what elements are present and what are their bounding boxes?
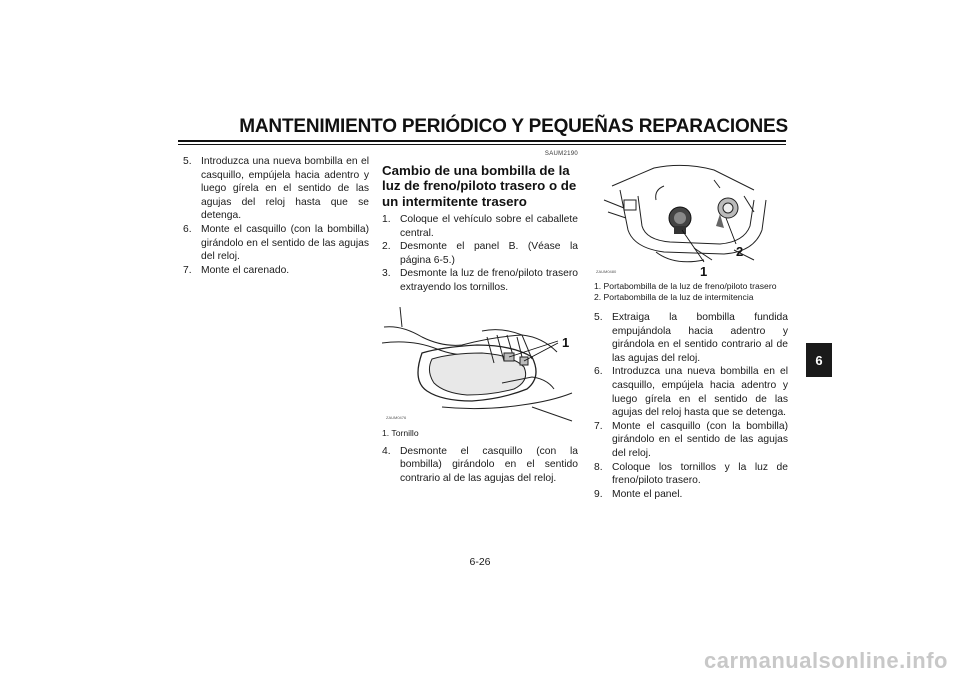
figure-code: ZAUM0476 <box>386 414 407 420</box>
step-number: 5. <box>594 312 603 323</box>
step-number: 7. <box>183 264 192 276</box>
list-item <box>183 155 369 223</box>
header-rule <box>178 140 786 142</box>
step-text: Introduzca una nueva bombilla en el casquillo, empújela hacia adentro y luego gírela en el sentido de las agujas del reloj hasta que se detenga. <box>612 366 788 419</box>
list-item <box>382 267 578 294</box>
chapter-tab: 6 <box>806 343 832 377</box>
list-item <box>382 445 578 486</box>
step-number: 1. <box>382 214 391 226</box>
tail-light-illustration <box>382 297 578 425</box>
section-heading: Cambio de una bombilla de la luz de freno/piloto trasero o de un intermitente trasero <box>382 162 577 209</box>
list-item <box>594 488 788 502</box>
step-text: Extraiga la bombilla fundida empujándola hacia adentro y girándola en el sentido contrario al de las agujas del reloj. <box>612 312 788 364</box>
page-number: 6-26 <box>469 556 491 568</box>
figure-callout-1: 1 <box>700 264 708 278</box>
figure-callout-1: 1 <box>562 334 570 350</box>
bulb-holders-illustration <box>594 160 788 278</box>
caption-item: 1. Portabombilla de la luz de freno/piloto trasero <box>594 281 777 291</box>
step-text: Monte el panel. <box>612 488 683 500</box>
right-steps-list <box>594 311 788 501</box>
caption-item: 2. Portabombilla de la luz de intermitencia <box>594 292 754 302</box>
step-number: 9. <box>594 488 603 500</box>
step-text: Monte el carenado. <box>201 264 290 276</box>
list-item <box>382 213 578 240</box>
step-text: Desmonte el panel B. (Véase la página 6-5.) <box>400 241 578 266</box>
list-item <box>594 461 788 488</box>
step-number: 5. <box>183 156 192 167</box>
step-text: Desmonte la luz de freno/piloto trasero extrayendo los tornillos. <box>400 268 578 294</box>
step-number: 3. <box>382 268 391 280</box>
step-number: 2. <box>382 241 391 253</box>
step-text: Coloque el vehículo sobre el caballete central. <box>400 214 578 239</box>
figure-tail-light <box>382 297 578 425</box>
step-text: Monte el casquillo (con la bombilla) girándolo en el sentido de las agujas del reloj. <box>612 420 788 459</box>
middle-column <box>382 148 578 485</box>
figure-bulb-holders <box>594 160 788 278</box>
list-item <box>382 240 578 267</box>
step-text: Monte el casquillo (con la bombilla) girándolo en el sentido de las agujas del reloj. <box>201 223 369 263</box>
middle-steps-list <box>382 213 578 295</box>
list-item <box>183 264 369 278</box>
figure-code: ZAUM0480 <box>596 269 617 274</box>
watermark: carmanualsonline.info <box>704 648 948 673</box>
figure-callout-2: 2 <box>736 244 744 259</box>
list-item <box>183 223 369 264</box>
step-number: 6. <box>183 223 192 235</box>
header-rule-thin <box>178 144 786 145</box>
step-number: 4. <box>382 445 391 457</box>
figure-caption <box>382 428 578 439</box>
middle-steps-after-list <box>382 445 578 486</box>
step-number: 7. <box>594 420 603 432</box>
step-text: Introduzca una nueva bombilla en el casquillo, empújela hacia adentro y luego gírela en el sentido de las agujas del reloj hasta que se detenga. <box>201 156 369 222</box>
step-number: 6. <box>594 366 603 378</box>
step-text: Desmonte el casquillo (con la bombilla) girándolo en el sentido contrario al de las agujas del reloj. <box>400 445 578 484</box>
step-text: Coloque los tornillos y la luz de freno/piloto trasero. <box>612 461 788 487</box>
step-number: 8. <box>594 461 603 473</box>
left-column <box>183 155 369 277</box>
page-title: MANTENIMIENTO PERIÓDICO Y PEQUEÑAS REPARACIONES <box>239 116 788 137</box>
section-code: SAUM2190 <box>544 151 578 157</box>
list-item <box>594 365 788 419</box>
left-steps-list <box>183 155 369 277</box>
list-item <box>594 311 788 365</box>
right-column <box>594 160 788 501</box>
figure-caption <box>594 281 788 303</box>
list-item <box>594 420 788 461</box>
caption-item: 1. Tornillo <box>382 427 419 438</box>
